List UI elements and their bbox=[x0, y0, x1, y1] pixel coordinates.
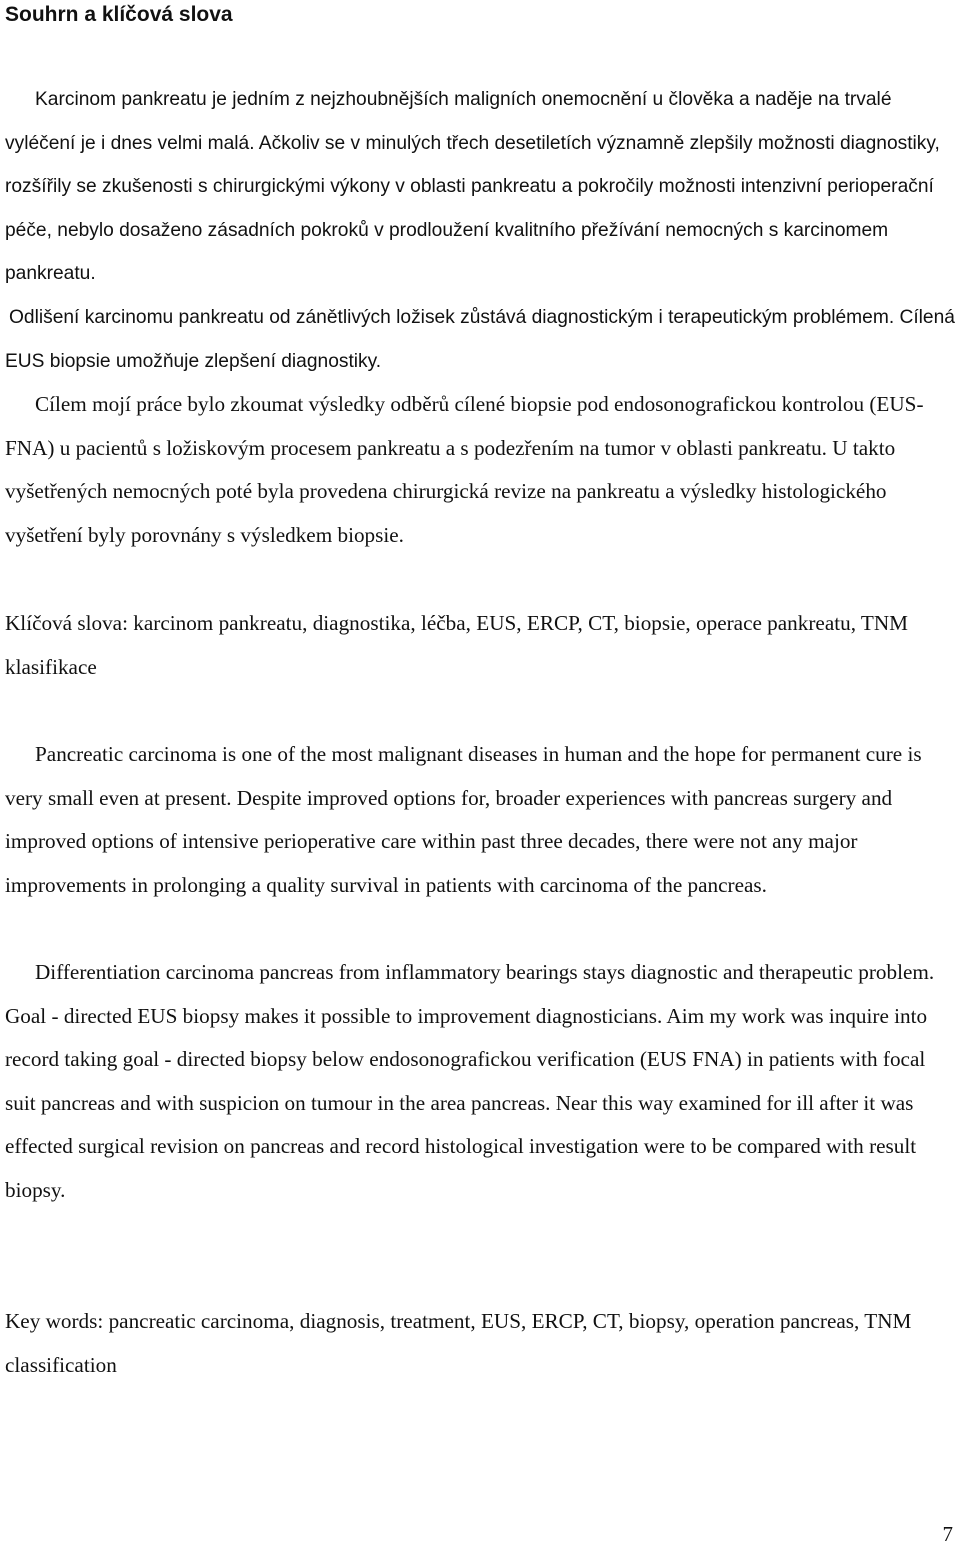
english-abstract-paragraph-2: Differentiation carcinoma pancreas from inflammatory bearings stays diagnostic and therapeutic problem. Goal - directed EUS biopsy makes it possible to improvement diagnosticians. Aim my work was inquire into record taking goal - directed biopsy below endosonografickou verification (EUS FNA) in patients with focal suit pancreas and with suspicion on tumour in the area pancreas. Near this way examined for ill after it was effected surgical revision on pancreas and record histological investigation were to be compared with result biopsy. bbox=[5, 960, 935, 1202]
czech-abstract-paragraph-3: Cílem mojí práce bylo zkoumat výsledky odběrů cílené biopsie pod endosonografickou kontrolou (EUS-FNA) u pacientů s ložiskovým procesem pankreatu a s podezřením na tumor v oblasti pankreatu. U takto vyšetřených nemocných poté byla provedena chirurgická revize na pankreatu a výsledky histologického vyšetření byly porovnány s výsledkem biopsie. bbox=[5, 392, 924, 547]
czech-keywords: Klíčová slova: karcinom pankreatu, diagnostika, léčba, EUS, ERCP, CT, biopsie, operace pankreatu, TNM klasifikace bbox=[5, 611, 908, 679]
czech-abstract-paragraph-2: Odlišení karcinomu pankreatu od zánětlivých ložisek zůstává diagnostickým i terapeutickým problémem. Cílená EUS biopsie umožňuje zlepšení diagnostiky. bbox=[5, 307, 955, 372]
document-page bbox=[5, 0, 955, 1546]
english-abstract-paragraph-1: Pancreatic carcinoma is one of the most malignant diseases in human and the hope for permanent cure is very small even at present. Despite improved options for, broader experiences with pancreas surgery and improved options of intensive perioperative care within past three decades, there were not any major improvements in prolonging a quality survival in patients with carcinoma of the pancreas. bbox=[5, 742, 922, 897]
english-keywords: Key words: pancreatic carcinoma, diagnosis, treatment, EUS, ERCP, CT, biopsy, operation pancreas, TNM classification bbox=[5, 1309, 912, 1377]
section-heading: Souhrn a klíčová slova bbox=[5, 3, 233, 26]
czech-abstract-paragraph-1: Karcinom pankreatu je jedním z nejzhoubnějších maligních onemocnění u člověka a naděje na trvalé vyléčení je i dnes velmi malá. Ačkoliv se v minulých třech desetiletích významně zlepšily možnosti diagnostiky, rozšířily se zkušenosti s chirurgickými výkony v oblasti pankreatu a pokročily možnosti intenzivní perioperační péče, nebylo dosaženo zásadních pokroků v prodloužení kvalitního přežívání nemocných s karcinomem pankreatu. bbox=[5, 89, 940, 285]
page-number: 7 bbox=[942, 1522, 953, 1546]
